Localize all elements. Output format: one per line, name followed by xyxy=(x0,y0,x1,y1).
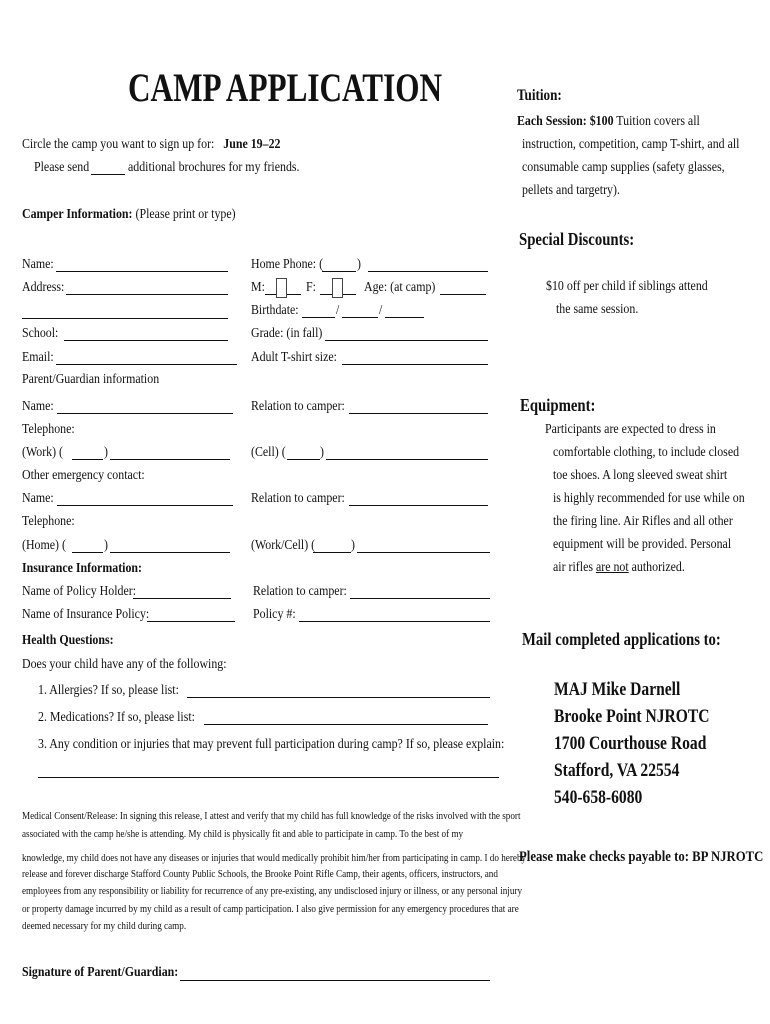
emergency-relation-label: Relation to camper: xyxy=(251,491,345,506)
signature-field[interactable] xyxy=(180,980,490,981)
birthdate-label: Birthdate: xyxy=(251,303,299,318)
consent-line: Medical Consent/Release: In signing this release, I attest and verify that my child has full knowledge of the risks involved with the sport xyxy=(22,811,521,822)
parent-relation-label: Relation to camper: xyxy=(251,399,345,414)
mail-address-line: 1700 Courthouse Road xyxy=(554,733,707,754)
camp-date-option[interactable]: June 19–22 xyxy=(223,137,281,152)
camper-info-heading xyxy=(22,207,236,223)
tuition-heading: Tuition: xyxy=(517,87,562,104)
grade-field[interactable] xyxy=(325,340,488,341)
emergency-home-close: ) xyxy=(104,538,108,553)
equipment-line-last xyxy=(553,560,685,576)
camper-school-field[interactable] xyxy=(64,340,228,341)
medications-label: 2. Medications? If so, please list: xyxy=(38,710,195,725)
equipment-heading: Equipment: xyxy=(520,395,596,415)
male-checkbox[interactable] xyxy=(276,278,287,298)
emergency-workcell-label: (Work/Cell) ( xyxy=(251,538,316,553)
medications-field[interactable] xyxy=(204,724,488,725)
home-phone-field[interactable] xyxy=(368,271,488,272)
equipment-line: the firing line. Air Rifles and all other xyxy=(553,514,733,529)
camper-address-field[interactable] xyxy=(66,294,228,295)
work-phone-label: (Work) ( xyxy=(22,445,64,460)
allergies-label: 1. Allergies? If so, please list: xyxy=(38,683,179,698)
checks-payable-note: Please make checks payable to: BP NJROTC xyxy=(519,849,764,865)
tuition-line: pellets and targetry). xyxy=(522,183,620,198)
brochure-prefix: Please send xyxy=(34,160,90,175)
birthdate-sep-2: / xyxy=(379,303,383,318)
parent-relation-field[interactable] xyxy=(349,413,488,414)
discounts-heading: Special Discounts: xyxy=(519,229,635,249)
consent-line: release and forever discharge Stafford County Public Schools, the Brooke Point Rifle Camp, their agents, officers, instructors, and xyxy=(22,869,498,880)
emergency-workcell-field[interactable] xyxy=(357,552,490,553)
emergency-home-label: (Home) ( xyxy=(22,538,66,553)
cell-phone-area-field[interactable] xyxy=(287,459,320,460)
emergency-home-area-field[interactable] xyxy=(72,552,103,553)
female-label: F: xyxy=(306,280,316,295)
camper-address-field-2[interactable] xyxy=(22,318,228,319)
emergency-heading: Other emergency contact: xyxy=(22,468,145,483)
emergency-relation-field[interactable] xyxy=(349,505,488,506)
cell-phone-close: ) xyxy=(320,445,324,460)
policy-number-label: Policy #: xyxy=(253,607,296,622)
age-label: Age: (at camp) xyxy=(364,280,436,295)
birthdate-sep-1: / xyxy=(336,303,340,318)
camper-email-field[interactable] xyxy=(56,364,237,365)
age-field[interactable] xyxy=(440,294,486,295)
home-phone-area-field[interactable] xyxy=(322,271,356,272)
tshirt-label: Adult T-shirt size: xyxy=(251,350,337,365)
brochure-count-field[interactable] xyxy=(91,174,125,175)
parent-telephone-label: Telephone: xyxy=(22,422,75,437)
cell-phone-label: (Cell) ( xyxy=(251,445,286,460)
page-title: CAMP APPLICATION xyxy=(128,65,443,110)
grade-label: Grade: (in fall) xyxy=(251,326,323,341)
signature-label: Signature of Parent/Guardian: xyxy=(22,965,179,980)
consent-line: knowledge, my child does not have any diseases or injuries that would medically prohibit him/her from participating in camp. I do hereby xyxy=(22,853,527,864)
emergency-workcell-close: ) xyxy=(351,538,355,553)
camper-heading-label: Camper Information: xyxy=(22,207,133,222)
equipment-line: equipment will be provided. Personal xyxy=(553,537,732,552)
equipment-line: Participants are expected to dress in xyxy=(545,422,716,437)
emergency-name-field[interactable] xyxy=(57,505,233,506)
brochure-suffix: additional brochures for my friends. xyxy=(128,160,300,175)
equipment-last-prefix: air rifles xyxy=(553,560,596,575)
mail-phone: 540-658-6080 xyxy=(554,787,643,808)
camper-heading-note: (Please print or type) xyxy=(135,207,236,222)
camper-name-label: Name: xyxy=(22,257,54,272)
conditions-label: 3. Any condition or injuries that may prevent full participation during camp? If so, please explain: xyxy=(38,737,505,752)
mail-address-line: Brooke Point NJROTC xyxy=(554,706,710,727)
policy-name-label: Name of Insurance Policy: xyxy=(22,607,150,622)
equipment-line: comfortable clothing, to include closed xyxy=(553,445,740,460)
mail-address-line: MAJ Mike Darnell xyxy=(554,679,681,700)
work-phone-area-field[interactable] xyxy=(72,459,103,460)
parent-heading: Parent/Guardian information xyxy=(22,372,160,387)
equipment-line: is highly recommended for use while on xyxy=(553,491,745,506)
emergency-workcell-area-field[interactable] xyxy=(313,552,351,553)
consent-line: or property damage incurred by my child as a result of camp participation. I also give permission for any emergency procedures that are xyxy=(22,904,519,915)
parent-name-label: Name: xyxy=(22,399,54,414)
birth-year-field[interactable] xyxy=(385,317,424,318)
camper-address-label: Address: xyxy=(22,280,65,295)
tuition-line: instruction, competition, camp T-shirt, and all xyxy=(522,137,740,152)
policy-number-field[interactable] xyxy=(299,621,490,622)
work-phone-close: ) xyxy=(104,445,108,460)
female-checkbox[interactable] xyxy=(332,278,343,298)
consent-line: deemed necessary for my child during camp. xyxy=(22,921,187,932)
equipment-last-suffix: authorized. xyxy=(628,560,685,575)
camp-choice-line xyxy=(22,137,280,153)
conditions-field[interactable] xyxy=(38,777,499,778)
policy-name-field[interactable] xyxy=(147,621,235,622)
health-heading: Health Questions: xyxy=(22,633,114,648)
tshirt-field[interactable] xyxy=(342,364,488,365)
equipment-line: toe shoes. A long sleeved sweat shirt xyxy=(553,468,728,483)
mail-address-line: Stafford, VA 22554 xyxy=(554,760,680,781)
consent-line: employees from any responsibility or liability for recurrence of any pre-existing, any undisclosed injury or illness, or any personal injury xyxy=(22,886,523,897)
camper-name-field[interactable] xyxy=(56,271,228,272)
camper-school-label: School: xyxy=(22,326,59,341)
allergies-field[interactable] xyxy=(187,697,490,698)
home-phone-label: Home Phone: ( xyxy=(251,257,324,272)
camper-email-label: Email: xyxy=(22,350,54,365)
health-question: Does your child have any of the following: xyxy=(22,657,227,672)
birth-month-field[interactable] xyxy=(302,317,335,318)
emergency-home-field[interactable] xyxy=(110,552,230,553)
parent-name-field[interactable] xyxy=(57,413,233,414)
policy-holder-label: Name of Policy Holder: xyxy=(22,584,137,599)
policy-holder-field[interactable] xyxy=(133,598,231,599)
birth-day-field[interactable] xyxy=(342,317,378,318)
tuition-session: Each Session: $100 xyxy=(517,114,614,129)
tuition-line: consumable camp supplies (safety glasses, xyxy=(522,160,725,175)
work-phone-field[interactable] xyxy=(110,459,230,460)
tuition-text: Tuition covers all xyxy=(616,114,700,129)
male-label: M: xyxy=(251,280,265,295)
cell-phone-field[interactable] xyxy=(326,459,488,460)
insurance-heading: Insurance Information: xyxy=(22,561,142,576)
discount-line: the same session. xyxy=(556,302,639,317)
camp-choice-label: Circle the camp you want to sign up for: xyxy=(22,137,215,152)
tuition-line-1 xyxy=(517,114,700,130)
insurance-relation-field[interactable] xyxy=(350,598,490,599)
equipment-not-authorized: are not xyxy=(595,560,629,575)
insurance-relation-label: Relation to camper: xyxy=(253,584,347,599)
discount-line: $10 off per child if siblings attend xyxy=(546,279,708,294)
consent-line: associated with the camp he/she is attending. My child is physically fit and able to participate in camp. To the best of my xyxy=(22,829,464,840)
home-phone-close: ) xyxy=(357,257,361,272)
emergency-name-label: Name: xyxy=(22,491,54,506)
mail-heading: Mail completed applications to: xyxy=(522,629,721,649)
emergency-telephone-label: Telephone: xyxy=(22,514,75,529)
